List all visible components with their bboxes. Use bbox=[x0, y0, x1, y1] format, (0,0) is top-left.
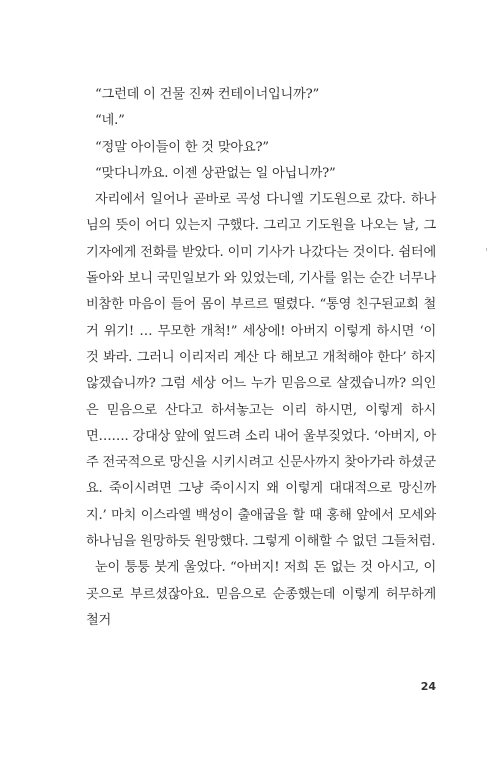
paragraph: 눈이 퉁퉁 붓게 울었다. “아버지! 저희 돈 없는 것 아시고, 이곳으로 부르셨잖아요. 믿음으로 순종했는데 이렇게 허무하게 철거 bbox=[86, 560, 436, 628]
dialog-line: “정말 아이들이 한 것 맞아요?” bbox=[95, 139, 269, 155]
paragraph: 자리에서 일어나 곧바로 곡성 다니엘 기도원으로 갔다. 하나님의 뜻이 어디 있는지 구했다. 그리고 기도원을 나오는 날, 그 기자에게 전화를 받았다. 이미 기사가 나갔다는 것이다. 쉼터에 돌아와 보니 국민일보가 와 있었는데, 기사를 읽는 순간 너무나 비참한 마음이 들어 몸이 부르르 떨렸다. “통영 친구된교회 철거 위기! … 무모한 개척!” 세상에! 아버지 이렇게 하시면 ‘이것 봐라. 그러니 이리저리 계산 다 해보고 개척해야 한다’ 하지 않겠습니까? 그럼 세상 어느 누가 믿음으로 살겠습니까? 의인은 믿음으로 산다고 하셔놓고는 이리 하시면, 이렇게 하시면……. 강대상 앞에 엎드려 소리 내어 울부짖었다. ‘아버지, 아주 전국적으로 망신을 시키시려고 신문사까지 찾아가라 하셨군요. 죽이시려면 그냥 죽이시지 왜 이렇게 대대적으로 망신까지.’ 마치 이스라엘 백성이 출애굽을 할 때 홍해 앞에서 모세와 하나님을 원망하듯 원망했다. 그렇게 이해할 수 없던 그들처럼. bbox=[86, 192, 436, 550]
dialog-line: “그런데 이 건물 진짜 컨테이너입니까?” bbox=[95, 87, 320, 102]
dialog-line: “맞다니까요. 이젠 상관없는 일 아닙니까?” bbox=[95, 165, 336, 181]
body-text bbox=[86, 82, 436, 634]
page-number: 24 bbox=[420, 680, 436, 693]
margin-mark bbox=[486, 248, 487, 251]
dialog-line: “네.” bbox=[95, 113, 125, 129]
